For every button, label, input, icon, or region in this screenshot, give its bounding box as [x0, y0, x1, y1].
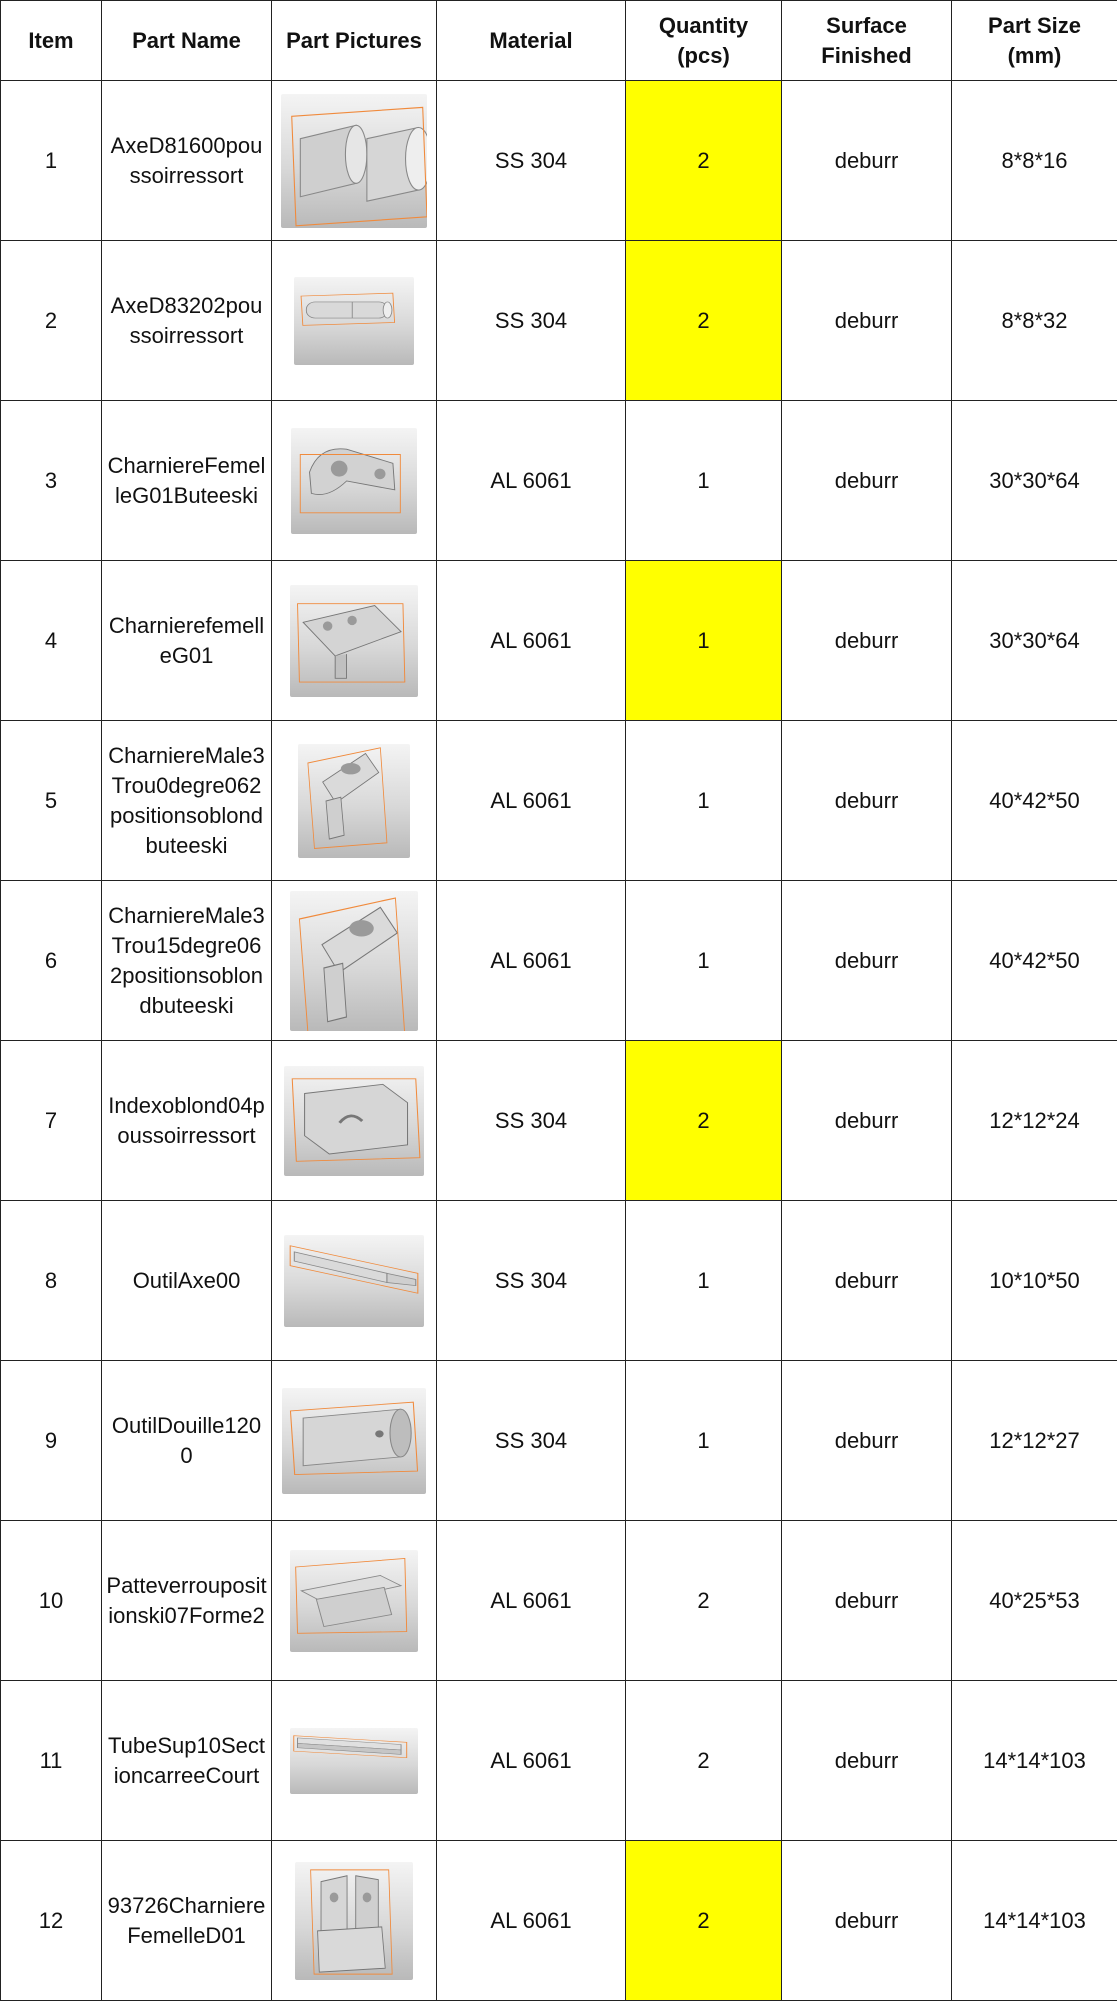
part-picture-wrapper	[276, 561, 432, 720]
surface-finished: deburr	[782, 1201, 952, 1361]
hinge-male-part-icon	[298, 744, 410, 858]
table-row	[1, 1521, 1117, 1681]
part-picture-cell	[272, 721, 437, 881]
material: SS 304	[437, 81, 626, 241]
tool-axle-part-icon	[284, 1235, 424, 1327]
part-size: 30*30*64	[952, 561, 1117, 721]
quantity: 2	[626, 81, 782, 241]
quantity: 1	[626, 1201, 782, 1361]
item-number: 12	[1, 1841, 102, 2001]
square-tube-part-icon	[290, 1728, 418, 1794]
pin-shaft-part-icon	[294, 277, 414, 365]
table-row	[1, 1201, 1117, 1361]
part-picture-wrapper	[276, 881, 432, 1040]
table-row	[1, 1041, 1117, 1201]
material: SS 304	[437, 1201, 626, 1361]
part-picture-cell	[272, 401, 437, 561]
material: AL 6061	[437, 1681, 626, 1841]
part-name: AxeD81600poussoirressort	[102, 81, 272, 241]
part-name: Indexoblond04poussoirressort	[102, 1041, 272, 1201]
part-picture-wrapper	[276, 241, 432, 400]
header-row	[1, 1, 1117, 81]
part-picture-cell	[272, 1841, 437, 2001]
material: AL 6061	[437, 561, 626, 721]
part-size: 40*42*50	[952, 881, 1117, 1041]
shaft-collar-part-icon	[281, 94, 427, 228]
part-picture-wrapper	[276, 1681, 432, 1840]
surface-finished: deburr	[782, 81, 952, 241]
index-block-part-icon	[284, 1066, 424, 1176]
part-picture-wrapper	[276, 81, 432, 240]
table-row	[1, 1681, 1117, 1841]
surface-finished: deburr	[782, 241, 952, 401]
item-number: 10	[1, 1521, 102, 1681]
part-name: Patteverroupositionski07Forme2	[102, 1521, 272, 1681]
material: AL 6061	[437, 401, 626, 561]
part-name: OutilDouille1200	[102, 1361, 272, 1521]
material: SS 304	[437, 1361, 626, 1521]
part-name: CharniereFemelleG01Buteeski	[102, 401, 272, 561]
part-picture-wrapper	[276, 1521, 432, 1680]
header-part-name: Part Name	[102, 1, 272, 81]
item-number: 2	[1, 241, 102, 401]
item-number: 7	[1, 1041, 102, 1201]
item-number: 9	[1, 1361, 102, 1521]
table-row	[1, 1361, 1117, 1521]
table-row	[1, 561, 1117, 721]
part-picture-wrapper	[276, 1361, 432, 1520]
part-size: 12*12*24	[952, 1041, 1117, 1201]
quantity: 2	[626, 1681, 782, 1841]
table-row	[1, 241, 1117, 401]
part-picture-cell	[272, 1681, 437, 1841]
table-row	[1, 81, 1117, 241]
part-picture-cell	[272, 1521, 437, 1681]
surface-finished: deburr	[782, 401, 952, 561]
part-size: 14*14*103	[952, 1841, 1117, 2001]
header-surface-finished: Surface Finished	[782, 1, 952, 81]
quantity: 2	[626, 1521, 782, 1681]
surface-finished: deburr	[782, 561, 952, 721]
material: AL 6061	[437, 721, 626, 881]
hinge-female-part-icon	[291, 428, 417, 534]
part-picture-wrapper	[276, 1201, 432, 1360]
part-picture-cell	[272, 1201, 437, 1361]
item-number: 11	[1, 1681, 102, 1841]
material: AL 6061	[437, 881, 626, 1041]
part-name: CharniereMale3Trou15degre062positionsoblondbuteeski	[102, 881, 272, 1041]
table-row	[1, 1841, 1117, 2001]
quantity: 2	[626, 1841, 782, 2001]
surface-finished: deburr	[782, 1041, 952, 1201]
part-name: OutilAxe00	[102, 1201, 272, 1361]
part-size: 8*8*16	[952, 81, 1117, 241]
quantity: 2	[626, 241, 782, 401]
locking-tab-part-icon	[290, 1550, 418, 1652]
part-picture-cell	[272, 81, 437, 241]
part-picture-cell	[272, 241, 437, 401]
header-item: Item	[1, 1, 102, 81]
quantity: 2	[626, 1041, 782, 1201]
part-size: 8*8*32	[952, 241, 1117, 401]
item-number: 8	[1, 1201, 102, 1361]
table-row	[1, 721, 1117, 881]
surface-finished: deburr	[782, 721, 952, 881]
part-picture-wrapper	[276, 1841, 432, 2000]
material: AL 6061	[437, 1841, 626, 2001]
hinge-female-plate-part-icon	[290, 585, 418, 697]
material: AL 6061	[437, 1521, 626, 1681]
quantity: 1	[626, 1361, 782, 1521]
table-row	[1, 401, 1117, 561]
part-name: TubeSup10SectioncarreeCourt	[102, 1681, 272, 1841]
surface-finished: deburr	[782, 1841, 952, 2001]
material: SS 304	[437, 1041, 626, 1201]
part-size: 40*42*50	[952, 721, 1117, 881]
item-number: 5	[1, 721, 102, 881]
header-quantity: Quantity (pcs)	[626, 1, 782, 81]
item-number: 6	[1, 881, 102, 1041]
table-row	[1, 881, 1117, 1041]
tool-sleeve-part-icon	[282, 1388, 426, 1494]
part-picture-cell	[272, 561, 437, 721]
quantity: 1	[626, 401, 782, 561]
part-name: CharniereMale3Trou0degre062positionsoblondbuteeski	[102, 721, 272, 881]
part-picture-cell	[272, 1361, 437, 1521]
part-picture-cell	[272, 881, 437, 1041]
hinge-female-block-part-icon	[295, 1862, 413, 1980]
quantity: 1	[626, 561, 782, 721]
part-picture-wrapper	[276, 1041, 432, 1200]
header-material: Material	[437, 1, 626, 81]
part-size: 30*30*64	[952, 401, 1117, 561]
surface-finished: deburr	[782, 1521, 952, 1681]
part-name: CharnierefemelleG01	[102, 561, 272, 721]
surface-finished: deburr	[782, 881, 952, 1041]
part-name: 93726CharniereFemelleD01	[102, 1841, 272, 2001]
part-picture-wrapper	[276, 401, 432, 560]
hinge-male-angled-part-icon	[290, 891, 418, 1031]
part-size: 10*10*50	[952, 1201, 1117, 1361]
part-size: 40*25*53	[952, 1521, 1117, 1681]
part-picture-wrapper	[276, 721, 432, 880]
part-name: AxeD83202poussoirressort	[102, 241, 272, 401]
quantity: 1	[626, 881, 782, 1041]
part-picture-cell	[272, 1041, 437, 1201]
surface-finished: deburr	[782, 1681, 952, 1841]
header-part-size: Part Size (mm)	[952, 1, 1117, 81]
item-number: 3	[1, 401, 102, 561]
part-size: 12*12*27	[952, 1361, 1117, 1521]
material: SS 304	[437, 241, 626, 401]
item-number: 1	[1, 81, 102, 241]
surface-finished: deburr	[782, 1361, 952, 1521]
quantity: 1	[626, 721, 782, 881]
item-number: 4	[1, 561, 102, 721]
part-size: 14*14*103	[952, 1681, 1117, 1841]
header-part-pictures: Part Pictures	[272, 1, 437, 81]
